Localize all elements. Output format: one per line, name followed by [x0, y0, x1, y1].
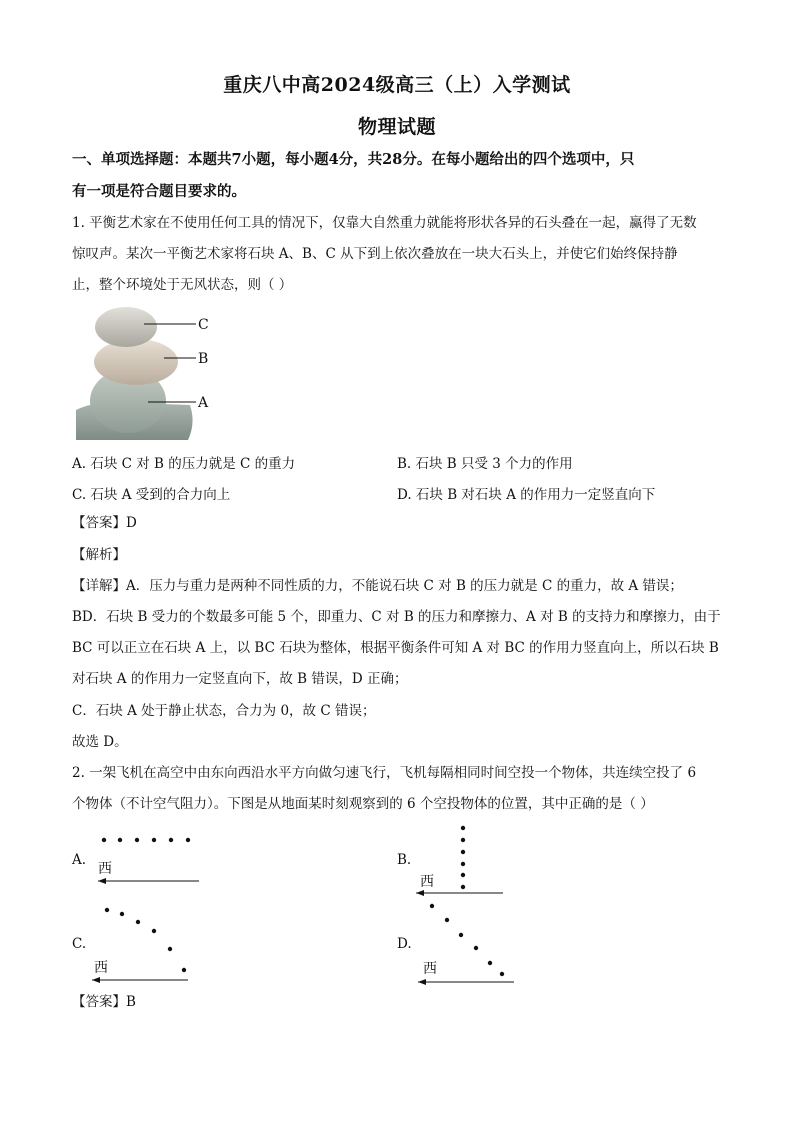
q2-option-b-figure[interactable]: [410, 822, 510, 902]
q2-option-b-label[interactable]: B.: [397, 852, 412, 868]
q1-stem-line3: 止，整个环境处于无风状态，则（ ）: [72, 277, 293, 293]
west-label-a: 西: [98, 861, 112, 877]
q1-detail-line6: 故选 D。: [72, 734, 128, 750]
section-heading-line1: 一、单项选择题：本题共7小题，每小题4分，共28分。在每小题给出的四个选项中，只: [72, 151, 635, 168]
q2-option-d-figure[interactable]: [410, 895, 520, 990]
west-arrow-icon: [98, 878, 106, 884]
q1-answer: 【答案】D: [72, 515, 137, 531]
q2-answer: 【答案】B: [72, 994, 136, 1010]
q1-option-c[interactable]: C. 石块 A 受到的合力向上: [72, 487, 231, 503]
q1-detail-line4: 对石块 A 的作用力一定竖直向下，故 B 错误，D 正确；: [72, 671, 408, 687]
q2-stem-line2: 个物体（不计空气阻力）。下图是从地面某时刻观察到的 6 个空投物体的位置，其中正确的是（ ）: [72, 796, 654, 812]
q1-detail-line2: BD．石块 B 受力的个数最多可能 5 个，即重力、C 对 B 的压力和摩擦力、A 对 B 的支持力和摩擦力，由于: [72, 609, 721, 625]
q1-option-a[interactable]: A. 石块 C 对 B 的压力就是 C 的重力: [72, 456, 296, 472]
exam-subtitle: 物理试题: [357, 116, 436, 138]
q1-stem-line2: 惊叹声。某次一平衡艺术家将石块 A、B、C 从下到上依次叠放在一块大石头上，并使它们始终保持静: [72, 246, 678, 262]
west-label-b: 西: [420, 874, 434, 890]
q2-option-c-figure[interactable]: [84, 898, 209, 988]
stacked-stones-figure: [76, 305, 236, 440]
q2-stem-line1: 2. 一架飞机在高空中由东向西沿水平方向做匀速飞行，飞机每隔相同时间空投一个物体，共连续空投了 6: [72, 765, 697, 781]
q1-stem-line1: 1. 平衡艺术家在不使用任何工具的情况下，仅靠大自然重力就能将形状各异的石头叠在一起，赢得了无数: [72, 215, 697, 231]
section-heading-line2: 有一项是符合题目要求的。: [72, 183, 246, 200]
west-arrow-icon: [92, 977, 100, 983]
q1-detail-line1: 【详解】A．压力与重力是两种不同性质的力，不能说石块 C 对 B 的压力就是 C 的重力，故 A 错误；: [72, 578, 683, 594]
q1-analysis-label: 【解析】: [72, 547, 126, 563]
q2-option-a-figure[interactable]: [84, 830, 209, 890]
q2-option-d-label[interactable]: D.: [397, 936, 412, 952]
q2-option-a-label[interactable]: A.: [72, 852, 87, 868]
west-arrow-icon: [418, 979, 426, 985]
stone-c: [95, 307, 157, 347]
q2-option-c-label[interactable]: C.: [72, 936, 87, 952]
exam-title: 重庆八中高2024级高三（上）入学测试: [223, 74, 571, 96]
q1-detail-line3: BC 可以正立在石块 A 上，以 BC 石块为整体，根据平衡条件可知 A 对 BC 的作用力竖直向上，所以石块 B: [72, 640, 719, 656]
west-label-d: 西: [423, 961, 437, 977]
label-b: B: [198, 351, 209, 367]
q1-detail-line5: C．石块 A 处于静止状态，合力为 0，故 C 错误；: [72, 703, 376, 719]
label-c: C: [198, 317, 209, 333]
west-label-c: 西: [94, 960, 108, 976]
q1-option-d[interactable]: D. 石块 B 对石块 A 的作用力一定竖直向下: [397, 487, 656, 503]
q1-option-b[interactable]: B. 石块 B 只受 3 个力的作用: [397, 456, 573, 472]
label-a: A: [198, 395, 209, 411]
